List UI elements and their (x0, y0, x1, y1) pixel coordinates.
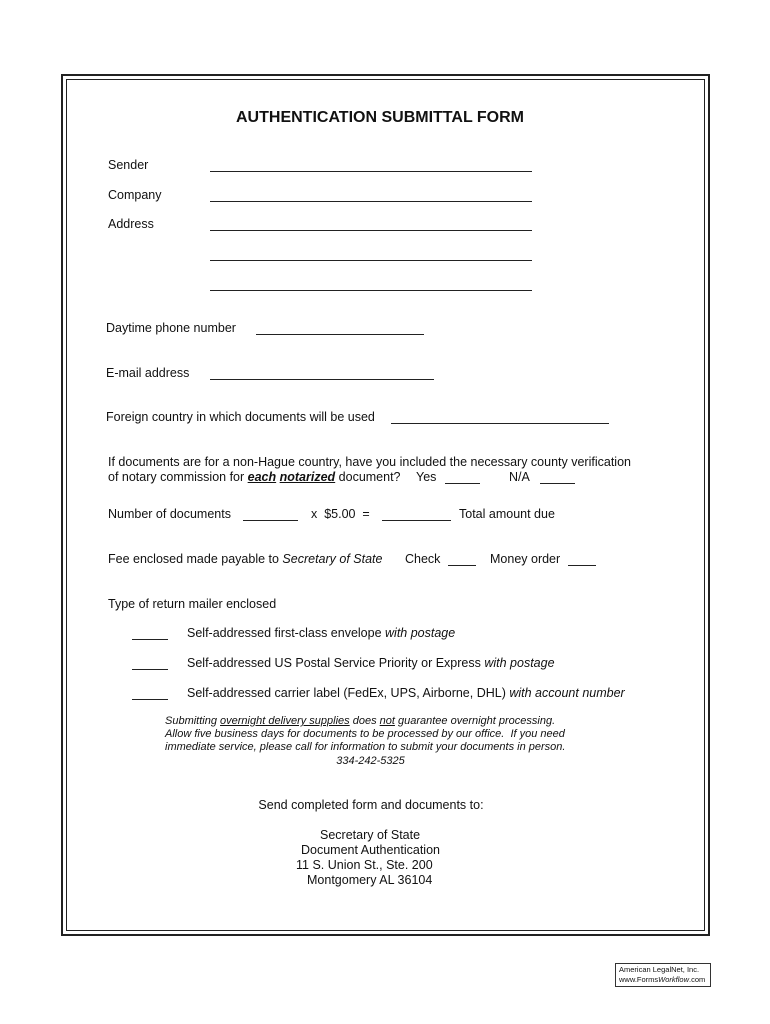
sender-label: Sender (108, 158, 149, 172)
money-order-field[interactable] (568, 565, 596, 566)
fee-multiplier: x $5.00 = (311, 507, 370, 521)
notice-l1-a: Submitting (165, 715, 221, 727)
mailer-option-2-emph: with postage (484, 656, 555, 670)
address-label: Address (108, 217, 154, 231)
footer-line-2-c: .com (689, 975, 706, 984)
check-field[interactable] (448, 565, 476, 566)
hague-na-field[interactable] (540, 483, 575, 484)
mailer-option-1-emph: with postage (385, 626, 456, 640)
country-field[interactable] (391, 423, 609, 424)
send-to-line-3: 11 S. Union St., Ste. 200 (296, 858, 433, 872)
mailer-option-3 (187, 686, 625, 701)
hague-suffix: document? (335, 470, 401, 484)
send-to-line-1: Secretary of State (320, 828, 421, 842)
mailer-heading: Type of return mailer enclosed (108, 597, 277, 611)
hague-yes-field[interactable] (445, 483, 480, 484)
notice-l1-e: guarantee overnight processing. (394, 715, 556, 727)
mailer-option-2 (187, 656, 555, 671)
send-to-line-4: Montgomery AL 36104 (307, 873, 433, 887)
footer-line-2-a: www.Forms (619, 975, 659, 984)
hague-yes-label: Yes (416, 470, 437, 484)
send-to-line-2: Document Authentication (301, 843, 440, 857)
mailer-option-2-field[interactable] (132, 669, 168, 670)
mailer-option-2-text: Self-addressed US Postal Service Priority or Express (187, 656, 485, 670)
number-of-documents-label: Number of documents (108, 507, 231, 521)
mailer-option-1-text: Self-addressed first-class envelope (187, 626, 386, 640)
notice-line-3: immediate service, please call for information to submit your documents in person. (165, 741, 566, 753)
notice-l1-b: overnight delivery supplies (220, 715, 350, 727)
notice-l1-c: does (349, 715, 380, 727)
hague-each: each (247, 470, 277, 484)
address-field-line-3[interactable] (210, 290, 532, 291)
phone-field[interactable] (256, 334, 424, 335)
mailer-option-3-field[interactable] (132, 699, 168, 700)
payment-prefix: Fee enclosed made payable to (108, 552, 283, 566)
footer-line-1: American LegalNet, Inc. (619, 965, 700, 974)
footer-line-2 (619, 975, 707, 985)
country-label: Foreign country in which documents will be used (106, 410, 375, 424)
payment-payee: Secretary of State (282, 552, 383, 566)
total-amount-label: Total amount due (459, 507, 555, 521)
notice-l1-d: not (379, 715, 395, 727)
total-amount-field[interactable] (382, 520, 451, 521)
hague-question-line-2 (108, 470, 401, 485)
mailer-option-3-text: Self-addressed carrier label (FedEx, UPS, Airborne, DHL) (187, 686, 510, 700)
mailer-option-3-emph: with account number (509, 686, 625, 700)
number-of-documents-field[interactable] (243, 520, 298, 521)
sender-field[interactable] (210, 171, 532, 172)
publisher-footer (615, 963, 711, 987)
phone-label: Daytime phone number (106, 321, 236, 335)
check-label: Check (405, 552, 441, 566)
footer-line-2-b: Workflow (658, 975, 690, 984)
send-to-heading: Send completed form and documents to: (258, 798, 484, 812)
notice-phone: 334-242-5325 (336, 755, 405, 767)
notice-line-2: Allow five business days for documents to be processed by our office. If you need (165, 728, 565, 740)
money-order-label: Money order (490, 552, 561, 566)
address-field-line-2[interactable] (210, 260, 532, 261)
email-label: E-mail address (106, 366, 190, 380)
mailer-option-1 (187, 626, 455, 641)
notice-line-1 (165, 715, 555, 729)
hague-notarized: notarized (279, 470, 336, 484)
payment-label (108, 552, 382, 567)
hague-na-label: N/A (509, 470, 530, 484)
address-field-line-1[interactable] (210, 230, 532, 231)
hague-prefix: of notary commission for (108, 470, 248, 484)
hague-question-line-1: If documents are for a non-Hague country, have you included the necessary county verification (108, 455, 631, 469)
email-field[interactable] (210, 379, 434, 380)
form-title: AUTHENTICATION SUBMITTAL FORM (236, 109, 524, 126)
mailer-option-1-field[interactable] (132, 639, 168, 640)
company-label: Company (108, 188, 162, 202)
company-field[interactable] (210, 201, 532, 202)
